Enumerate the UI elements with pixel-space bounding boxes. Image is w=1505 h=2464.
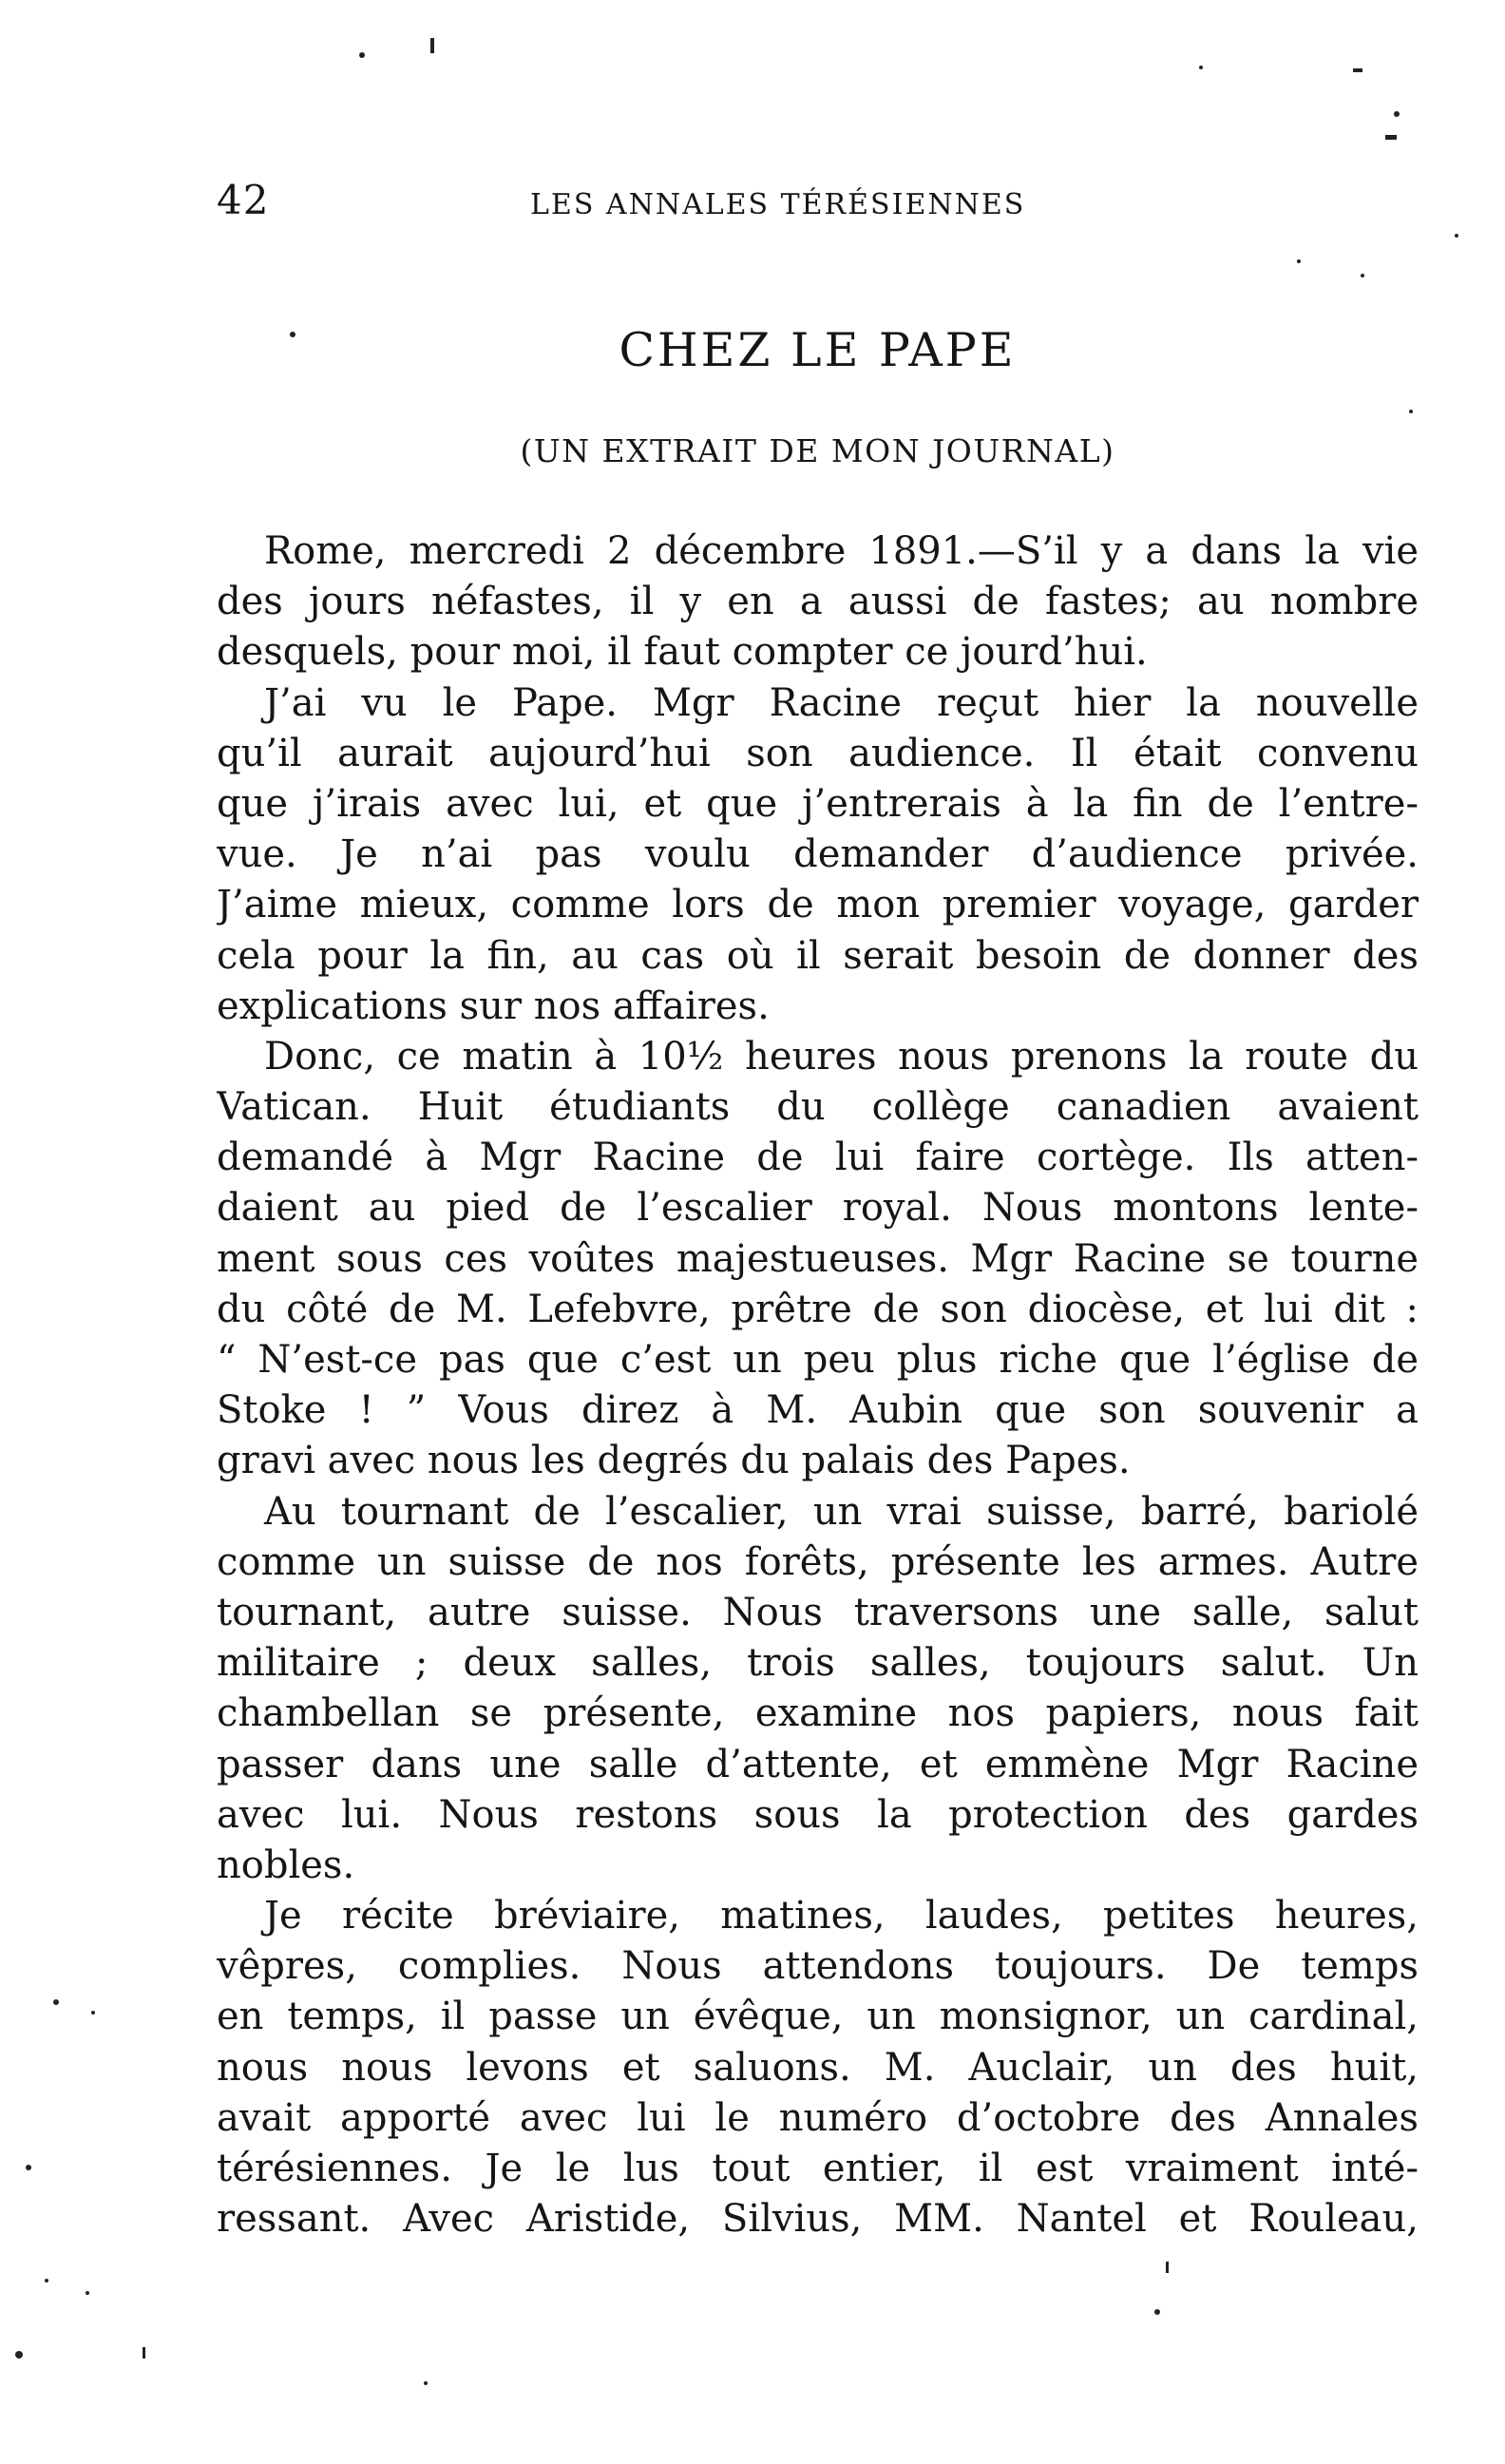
running-head bbox=[217, 177, 1419, 234]
text-line: J’ai vu le Pape. Mgr Racine reçut hier la nouvelle bbox=[264, 680, 1419, 725]
page-number: 42 bbox=[217, 177, 270, 223]
text-line: Vatican. Huit étudiants du collège canadien avaient bbox=[217, 1085, 1419, 1130]
text-line: que j’irais avec lui, et que j’entrerais à la fin de l’entre- bbox=[217, 781, 1419, 826]
text-line: térésiennes. Je le lus tout entier, il est vraiment inté- bbox=[217, 2147, 1419, 2190]
text-line: daient au pied de l’escalier royal. Nous montons lente- bbox=[217, 1186, 1419, 1231]
text-line: cela pour la fin, au cas où il serait besoin de donner des bbox=[217, 933, 1419, 978]
text-line: J’aime mieux, comme lors de mon premier voyage, garder bbox=[217, 883, 1419, 927]
text-line: du côté de M. Lefebvre, prêtre de son diocèse, et lui dit : bbox=[217, 1287, 1419, 1331]
text-line: ment sous ces voûtes majestueuses. Mgr Racine se tourne bbox=[217, 1236, 1419, 1281]
text-line: gravi avec nous les degrés du palais des Papes. bbox=[217, 1439, 1131, 1483]
article-title: CHEZ LE PAPE bbox=[619, 323, 1017, 377]
text-line: “ N’est-ce pas que c’est un peu plus riche que l’église de bbox=[217, 1338, 1419, 1382]
article-subtitle: (UN EXTRAIT DE MON JOURNAL) bbox=[520, 432, 1115, 469]
text-line: des jours néfastes, il y en a aussi de fastes; au nombre bbox=[217, 580, 1419, 624]
text-line: Stoke ! ” Vous direz à M. Aubin que son souvenir a bbox=[217, 1388, 1419, 1433]
text-line: Donc, ce matin à 10½ heures nous prenons la route du bbox=[264, 1034, 1419, 1079]
text-line: nous nous levons et saluons. M. Auclair, un des huit, bbox=[217, 2045, 1419, 2090]
text-line: ressant. Avec Aristide, Silvius, MM. Nantel et Rouleau, bbox=[217, 2197, 1419, 2242]
text-line: Au tournant de l’escalier, un vrai suisse, barré, bariolé bbox=[264, 1489, 1419, 1534]
text-line: comme un suisse de nos forêts, présente les armes. Autre bbox=[217, 1539, 1419, 1584]
text-line: explications sur nos affaires. bbox=[217, 984, 770, 1028]
text-line: militaire ; deux salles, trois salles, toujours salut. Un bbox=[217, 1641, 1419, 1686]
text-line: nobles. bbox=[217, 1843, 355, 1887]
text-line: qu’il aurait aujourd’hui son audience. Il était convenu bbox=[217, 731, 1419, 775]
text-line: passer dans une salle d’attente, et emmène Mgr Racine bbox=[217, 1742, 1419, 1786]
text-line: vue. Je n’ai pas voulu demander d’audience privée. bbox=[217, 832, 1419, 877]
text-line: Rome, mercredi 2 décembre 1891.—S’il y a dans la vie bbox=[264, 529, 1419, 573]
text-line: avec lui. Nous restons sous la protection des gardes bbox=[217, 1792, 1419, 1837]
text-line: vêpres, complies. Nous attendons toujours. De temps bbox=[217, 1944, 1419, 1989]
text-line: desquels, pour moi, il faut compter ce jourd’hui. bbox=[217, 630, 1148, 675]
text-line: tournant, autre suisse. Nous traversons une salle, salut bbox=[217, 1590, 1419, 1634]
text-line: chambellan se présente, examine nos papiers, nous fait bbox=[217, 1691, 1419, 1736]
article-body bbox=[217, 526, 1419, 2244]
running-title: LES ANNALES TÉRÉSIENNES bbox=[530, 188, 1026, 221]
text-line: avait apporté avec lui le numéro d’octobre des Annales bbox=[217, 2095, 1419, 2140]
text-line: en temps, il passe un évêque, un monsignor, un cardinal, bbox=[217, 1995, 1419, 2039]
text-line: demandé à Mgr Racine de lui faire cortège. Ils atten- bbox=[217, 1136, 1419, 1180]
text-line: Je récite bréviaire, matines, laudes, petites heures, bbox=[264, 1894, 1419, 1939]
